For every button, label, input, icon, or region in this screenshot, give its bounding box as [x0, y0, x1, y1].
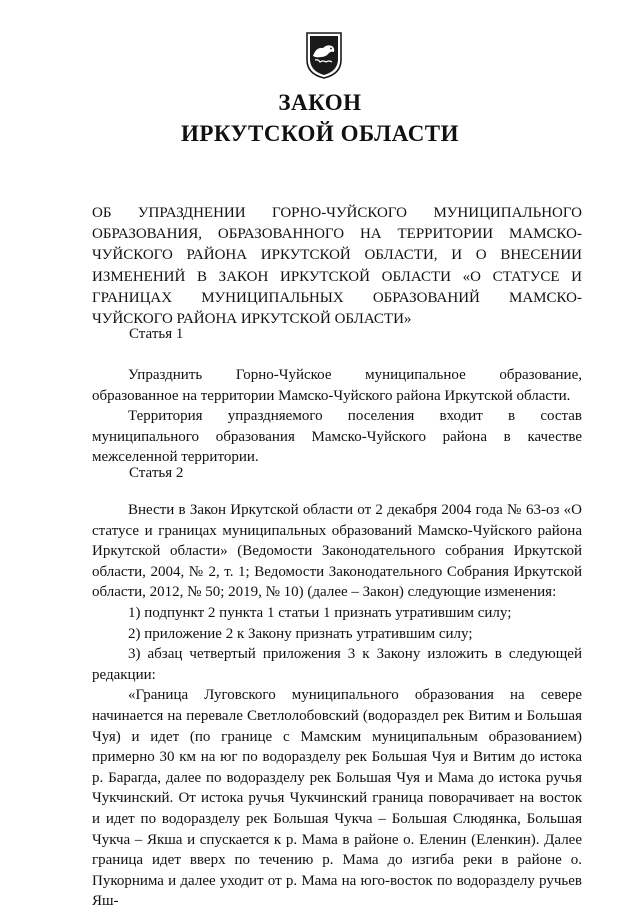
article-1-label: Статья 1 [129, 326, 184, 342]
article-1-body [92, 365, 582, 468]
article-1-paragraph-2: Территория упраздняемого поселения входит в состав муниципального образования Мамско-Чуйского района в качестве межселенной территории. [92, 408, 582, 466]
article-2-paragraph-1: Внести в Закон Иркутской области от 2 декабря 2004 года № 63-оз «О статусе и границах муниципальных образований Мамско-Чуйского района Иркутской области» (Ведомости Законодательного собрания Иркутской области, 2004, № 2, т. 1; Ведомости Законодательного Собрания Иркутской области, 2012, № 50; 2019, № 10) (далее – Закон) следующие изменения: [92, 502, 582, 601]
article-1-paragraph-1: Упразднить Горно-Чуйское муниципальное образование, образованное на территории Мамско-Чуйского района Иркутской области. [92, 367, 582, 404]
article-2-item-3: 3) абзац четвертый приложения 3 к Закону изложить в следующей редакции: [92, 646, 582, 683]
law-subject-heading: ОБ УПРАЗДНЕНИИ ГОРНО-ЧУЙСКОГО МУНИЦИПАЛЬНОГО ОБРАЗОВАНИЯ, ОБРАЗОВАННОГО НА ТЕРРИТОРИИ МАМСКО-ЧУЙСКОГО РАЙОНА ИРКУТСКОЙ ОБЛАСТИ, И О ВНЕСЕНИИ ИЗМЕНЕНИЙ В ЗАКОН ИРКУТСКОЙ ОБЛАСТИ «О СТАТУСЕ И ГРАНИЦАХ МУНИЦИПАЛЬНЫХ ОБРАЗОВАНИЙ МАМСКО-ЧУЙСКОГО РАЙОНА ИРКУТСКОЙ ОБЛАСТИ» [92, 205, 582, 328]
article-2-item-2: 2) приложение 2 к Закону признать утратившим силу; [128, 625, 473, 642]
irkutsk-coat-of-arms-icon [304, 30, 344, 80]
article-2-body [92, 500, 582, 912]
law-title: ЗАКОН [278, 90, 362, 115]
article-2-quote: «Граница Луговского муниципального образования на севере начинается на перевале Светлолобовский (водораздел рек Витим и Большая Чуя) и идет (по границе с Мамским муниципальным образованием) примерно 30 км на юг по водоразделу рек Большая Чуя и Витим до истока р. Барагда, далее по водоразделу рек Большая Чуя и Мама до истока ручья Чукчинский. От истока ручья Чукчинский граница поворачивает на восток и идет по водоразделу рек Большая Чукча – Большая Слюдянка, Большая Чукча – Якша и спускается к р. Мама в районе о. Еленин (Еленкин). Далее граница идет вверх по течению р. Мама до изгиба реки в районе о. Пукорнима и далее уходит от р. Мама на юго-восток по водоразделу ручьев Яш- [92, 687, 582, 910]
article-2-item-1: 1) подпункт 2 пункта 1 статьи 1 признать утратившим силу; [128, 604, 512, 621]
article-2-label: Статья 2 [129, 465, 184, 481]
law-region-title: ИРКУТСКОЙ ОБЛАСТИ [180, 121, 460, 146]
